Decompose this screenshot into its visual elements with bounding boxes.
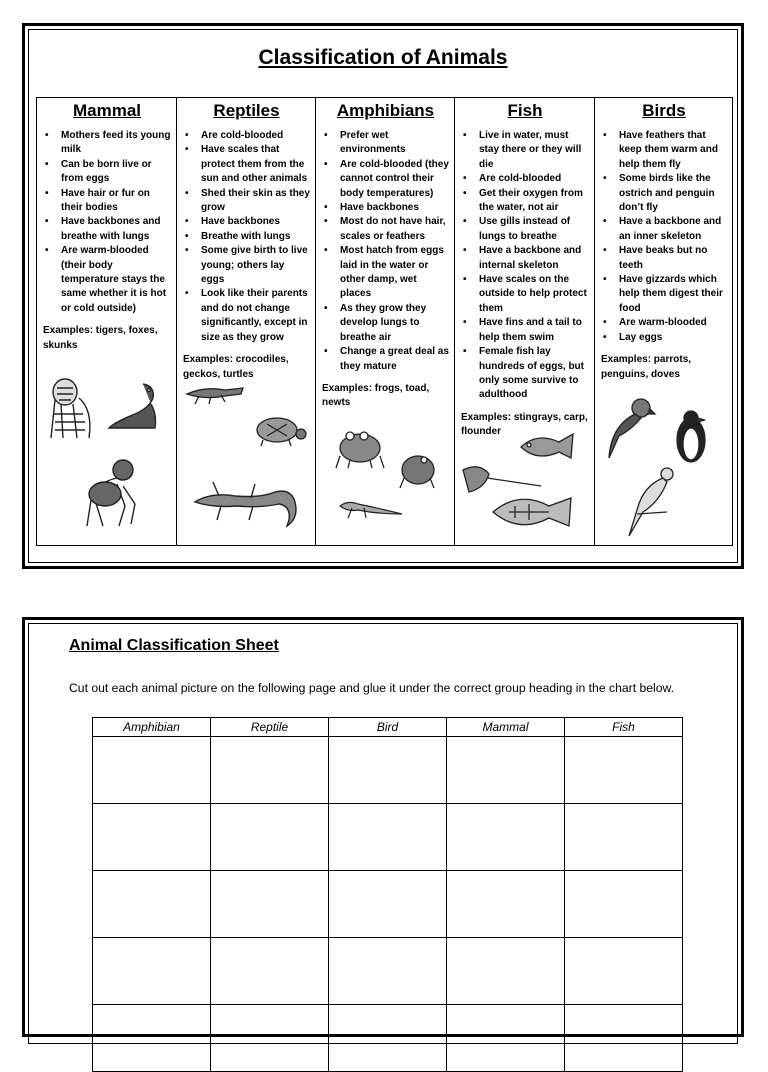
fact-item: • Have scales that protect them from the sun and other animals <box>183 143 310 186</box>
table-cell <box>447 938 565 1005</box>
table-cell <box>329 938 447 1005</box>
fact-item: • Change a great deal as they mature <box>322 345 449 374</box>
fact-item: • Mothers feed its young milk <box>43 129 171 158</box>
classification-grid <box>36 97 733 546</box>
column-heading: Mammal <box>72 101 142 120</box>
fact-item: • Have a backbone and an inner skeleton <box>601 215 727 244</box>
fact-item: • Have hair or fur on their bodies <box>43 187 171 216</box>
fact-item: • Are cold-blooded <box>183 129 310 143</box>
table-cell <box>93 1005 211 1072</box>
fact-item: • Look like their parents and do not change significantly, except in size as they grow <box>183 287 310 345</box>
header-bird: Bird <box>329 718 447 737</box>
examples-text: Examples: frogs, toad, newts <box>322 382 430 409</box>
fact-item: • Can be born live or from eggs <box>43 158 171 187</box>
table-cell <box>565 938 683 1005</box>
fact-item: • Have backbones and breathe with lungs <box>43 215 171 244</box>
table-cell <box>211 938 329 1005</box>
table-cell <box>329 737 447 804</box>
fact-item: • Use gills instead of lungs to breathe <box>461 215 589 244</box>
header-mammal: Mammal <box>447 718 565 737</box>
tiger-icon <box>43 370 99 442</box>
monkey-icon <box>77 456 143 530</box>
table-cell <box>93 737 211 804</box>
table-cell <box>93 871 211 938</box>
dove-icon <box>623 466 677 538</box>
table-cell <box>565 804 683 871</box>
fact-item: • Some birds like the ostrich and penguin don’t fly <box>601 172 727 215</box>
toad-icon <box>396 448 438 490</box>
table-cell <box>211 1005 329 1072</box>
examples-text: Examples: parrots, penguins, doves <box>601 354 692 380</box>
sea-lion-icon <box>105 378 161 434</box>
table-cell <box>447 871 565 938</box>
fact-item: • Have beaks but no teeth <box>601 244 727 273</box>
fact-item: • As they grow they develop lungs to breathe air <box>322 302 449 345</box>
gecko-icon <box>191 462 303 530</box>
fact-item: • Have feathers that keep them warm and help them fly <box>601 129 727 172</box>
table-cell <box>211 737 329 804</box>
fact-item: • Are cold-blooded <box>461 172 589 186</box>
fact-list <box>43 129 171 316</box>
fact-list <box>322 129 449 374</box>
header-fish: Fish <box>565 718 683 737</box>
penguin-icon <box>669 408 713 466</box>
fact-item: • Have backbones <box>183 215 310 229</box>
table-cell <box>447 804 565 871</box>
header-amphibian: Amphibian <box>93 718 211 737</box>
table-row <box>93 938 683 1005</box>
fact-item: • Have fins and a tail to help them swim <box>461 316 589 345</box>
table-cell <box>93 804 211 871</box>
examples-text: Examples: stingrays, carp, flounder <box>461 411 588 438</box>
turtle-icon <box>249 414 309 448</box>
frog-icon <box>334 426 386 470</box>
table-cell <box>447 737 565 804</box>
table-cell <box>565 737 683 804</box>
fact-item: • Live in water, must stay there or they will die <box>461 129 589 172</box>
fact-item: • Get their oxygen from the water, not air <box>461 187 589 216</box>
examples-text: Examples: crocodiles, geckos, turtles <box>183 354 289 380</box>
fact-item: • Are warm-blooded (their body temperature stays the same whether it is hot or cold outside) <box>43 244 171 316</box>
table-cell <box>565 871 683 938</box>
examples-text: Examples: tigers, foxes, skunks <box>43 325 158 351</box>
fact-item: • Female fish lay hundreds of eggs, but only some survive to adulthood <box>461 345 589 403</box>
fact-list <box>183 129 310 345</box>
fact-item: • Shed their skin as they grow <box>183 187 310 216</box>
fact-list <box>601 129 727 345</box>
flounder-icon <box>489 490 575 534</box>
column-heading: Reptiles <box>213 101 280 120</box>
fact-item: • Lay eggs <box>601 331 727 345</box>
crocodile-icon <box>185 378 245 408</box>
fact-item: • Have backbones <box>322 201 449 215</box>
table-cell <box>211 804 329 871</box>
header-reptile: Reptile <box>211 718 329 737</box>
column-heading: Fish <box>507 101 543 120</box>
column-fish <box>455 98 595 545</box>
worksheet-title: Classification of Animals <box>258 46 508 69</box>
column-amphibians <box>316 98 455 545</box>
fact-item: • Are cold-blooded (they cannot control their body temperatures) <box>322 158 449 201</box>
column-mammal <box>37 98 177 545</box>
table-cell <box>329 1005 447 1072</box>
table-cell <box>211 871 329 938</box>
instructions-text: Cut out each animal picture on the following page and glue it under the correct group heading in the chart below. <box>69 681 675 695</box>
fact-item: • Prefer wet environments <box>322 129 449 158</box>
table-row <box>93 1005 683 1072</box>
fact-item: • Breathe with lungs <box>183 230 310 244</box>
classification-table <box>92 717 683 1072</box>
parrot-icon <box>601 396 657 460</box>
fact-list <box>461 129 589 403</box>
fact-item: • Some give birth to live young; others lay eggs <box>183 244 310 287</box>
table-cell <box>93 938 211 1005</box>
table-cell <box>447 1005 565 1072</box>
fact-item: • Most hatch from eggs laid in the water or other damp, wet places <box>322 244 449 302</box>
table-cell <box>329 871 447 938</box>
table-row <box>93 804 683 871</box>
fact-item: • Are warm-blooded <box>601 316 727 330</box>
fact-item: • Most do not have hair, scales or feathers <box>322 215 449 244</box>
sheet-title: Animal Classification Sheet <box>69 637 279 654</box>
fact-item: • Have a backbone and internal skeleton <box>461 244 589 273</box>
newt-icon <box>338 496 404 522</box>
table-cell <box>565 1005 683 1072</box>
column-heading: Birds <box>642 101 686 120</box>
column-birds <box>595 98 732 545</box>
table-row <box>93 871 683 938</box>
column-heading: Amphibians <box>336 101 435 120</box>
table-row <box>93 737 683 804</box>
table-header-row <box>93 718 683 737</box>
fact-item: • Have gizzards which help them digest their food <box>601 273 727 316</box>
table-cell <box>329 804 447 871</box>
fact-item: • Have scales on the outside to help protect them <box>461 273 589 316</box>
column-reptiles <box>177 98 316 545</box>
